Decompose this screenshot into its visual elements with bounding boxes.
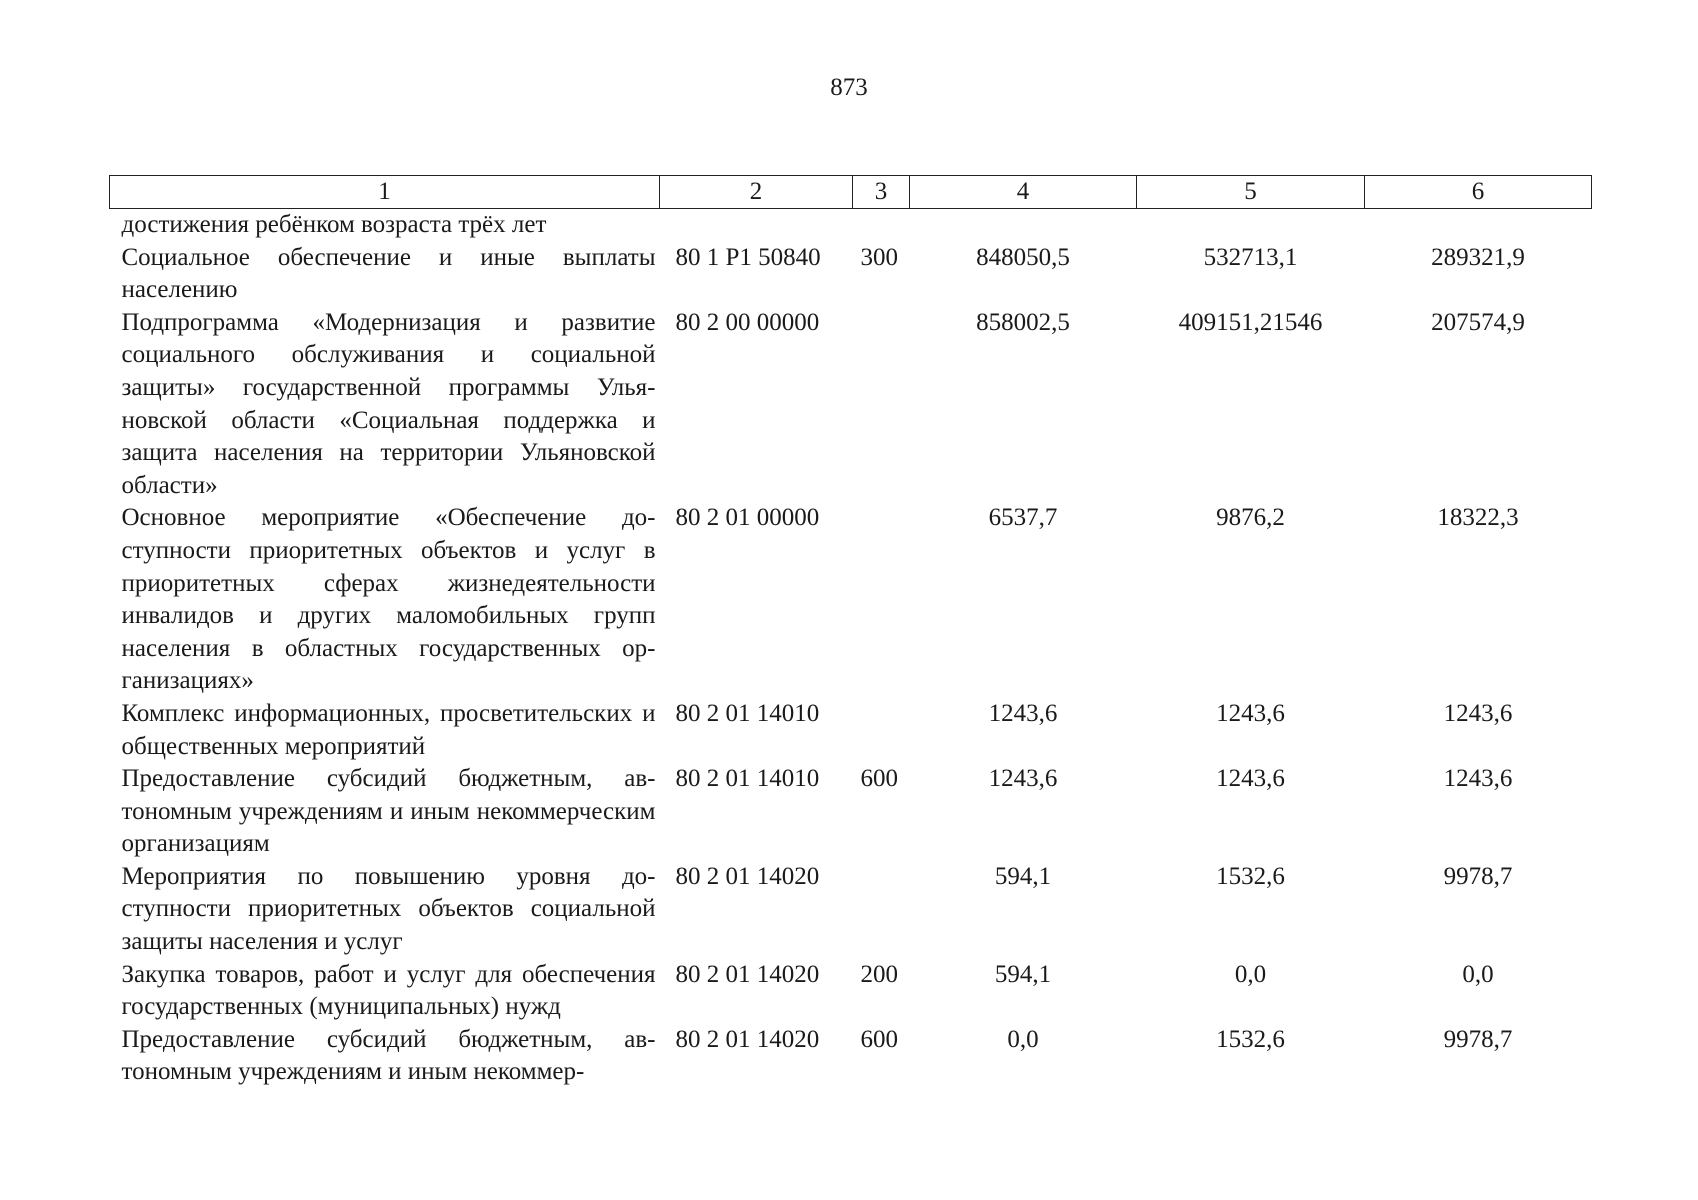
row-value-6	[1365, 209, 1592, 242]
row-code: 80 2 01 14020	[675, 960, 820, 988]
row-kind	[853, 307, 910, 503]
row-code: 80 1 P1 50840	[675, 243, 821, 271]
row-value-6: 0,0	[1462, 960, 1494, 988]
row-code: 80 2 01 14010	[675, 765, 820, 793]
row-value-6: 207574,9	[1431, 308, 1525, 336]
header-col-2: 2	[660, 176, 853, 209]
row-value-4: 0,0	[1007, 1025, 1039, 1053]
row-description: Основное мероприятие «Обеспечение доступности приоритетных объектов и услуг в приоритетных сферах жизнедеятельности инвалидов и других маломобильных групп населения в областных государственных организациях»	[121, 504, 656, 695]
row-kind: 200	[860, 960, 898, 988]
table-row	[110, 698, 1592, 763]
budget-table	[109, 175, 1592, 1089]
table-row	[110, 861, 1592, 959]
header-col-4: 4	[910, 176, 1137, 209]
row-value-5: 1532,6	[1216, 862, 1285, 890]
row-kind	[853, 502, 910, 698]
row-code	[660, 209, 853, 242]
header-col-6: 6	[1365, 176, 1592, 209]
row-description: Предоставление субсидий бюджетным, автономным учреждениям и иным некоммер-	[121, 1025, 656, 1086]
table-header	[110, 176, 1592, 209]
row-value-4: 1243,6	[988, 699, 1058, 727]
row-description: Предоставление субсидий бюджетным, автономным учреждениям и иным некоммерческим организациям	[121, 765, 656, 858]
row-value-4: 594,1	[994, 862, 1052, 890]
row-kind	[853, 861, 910, 959]
row-value-6: 1243,6	[1443, 765, 1513, 793]
row-value-4: 594,1	[994, 960, 1052, 988]
row-value-5: 0,0	[1234, 960, 1267, 988]
row-value-5	[1137, 209, 1365, 242]
header-col-5: 5	[1137, 176, 1365, 209]
table-row	[110, 959, 1592, 1024]
row-description: Комплекс информационных, просветительских и общественных мероприятий	[121, 699, 656, 760]
table-row	[110, 763, 1592, 861]
table-body	[110, 209, 1592, 1090]
row-value-6: 289321,9	[1431, 243, 1525, 271]
row-kind	[853, 209, 910, 242]
row-value-4: 6537,7	[988, 504, 1058, 532]
row-description: Мероприятия по повышению уровня доступности приоритетных объектов социальной защиты населения и услуг	[121, 862, 656, 956]
table-row	[110, 242, 1592, 307]
row-value-4: 848050,5	[976, 243, 1070, 271]
row-value-5: 409151,21546	[1178, 308, 1323, 336]
row-value-4	[910, 209, 1137, 242]
row-value-5: 532713,1	[1203, 243, 1298, 271]
row-description: Социальное обеспечение и иные выплаты населению	[121, 243, 656, 304]
row-value-6: 18322,3	[1437, 504, 1519, 532]
header-col-3: 3	[853, 176, 910, 209]
row-kind: 600	[860, 1025, 898, 1053]
row-description: Закупка товаров, работ и услуг для обеспечения государственных (муниципальных) нужд	[121, 960, 656, 1021]
row-description: Подпрограмма «Модернизация и развитие социального обслуживания и социальной защиты» государственной программы Ульяновской области «Социальная поддержка и защита населения на территории Ульяновской области»	[121, 308, 656, 499]
row-code: 80 2 00 00000	[675, 308, 820, 336]
row-value-6: 9978,7	[1443, 1025, 1513, 1053]
table-row	[110, 502, 1592, 698]
row-kind: 300	[860, 243, 898, 271]
row-code: 80 2 01 14020	[675, 862, 820, 890]
row-kind: 600	[860, 765, 898, 793]
table-row	[110, 1024, 1592, 1089]
row-code: 80 2 01 14020	[675, 1025, 820, 1053]
header-row	[110, 176, 1592, 209]
header-col-1: 1	[110, 176, 660, 209]
row-value-5: 1243,6	[1216, 699, 1285, 727]
page-number: 873	[830, 74, 868, 101]
row-description: достижения ребёнком возраста трёх лет	[121, 211, 547, 238]
row-kind	[853, 698, 910, 763]
row-value-5: 1243,6	[1216, 765, 1285, 793]
row-value-5: 1532,6	[1216, 1025, 1285, 1053]
row-value-5: 9876,2	[1216, 504, 1285, 532]
row-value-4: 858002,5	[976, 308, 1070, 336]
row-value-6: 1243,6	[1443, 699, 1513, 727]
row-code: 80 2 01 00000	[675, 504, 820, 532]
table-row	[110, 307, 1592, 503]
row-value-4: 1243,6	[988, 765, 1058, 793]
row-code: 80 2 01 14010	[675, 699, 820, 727]
row-value-6: 9978,7	[1443, 862, 1513, 890]
budget-table-container	[109, 175, 1591, 1089]
table-row	[110, 209, 1592, 242]
